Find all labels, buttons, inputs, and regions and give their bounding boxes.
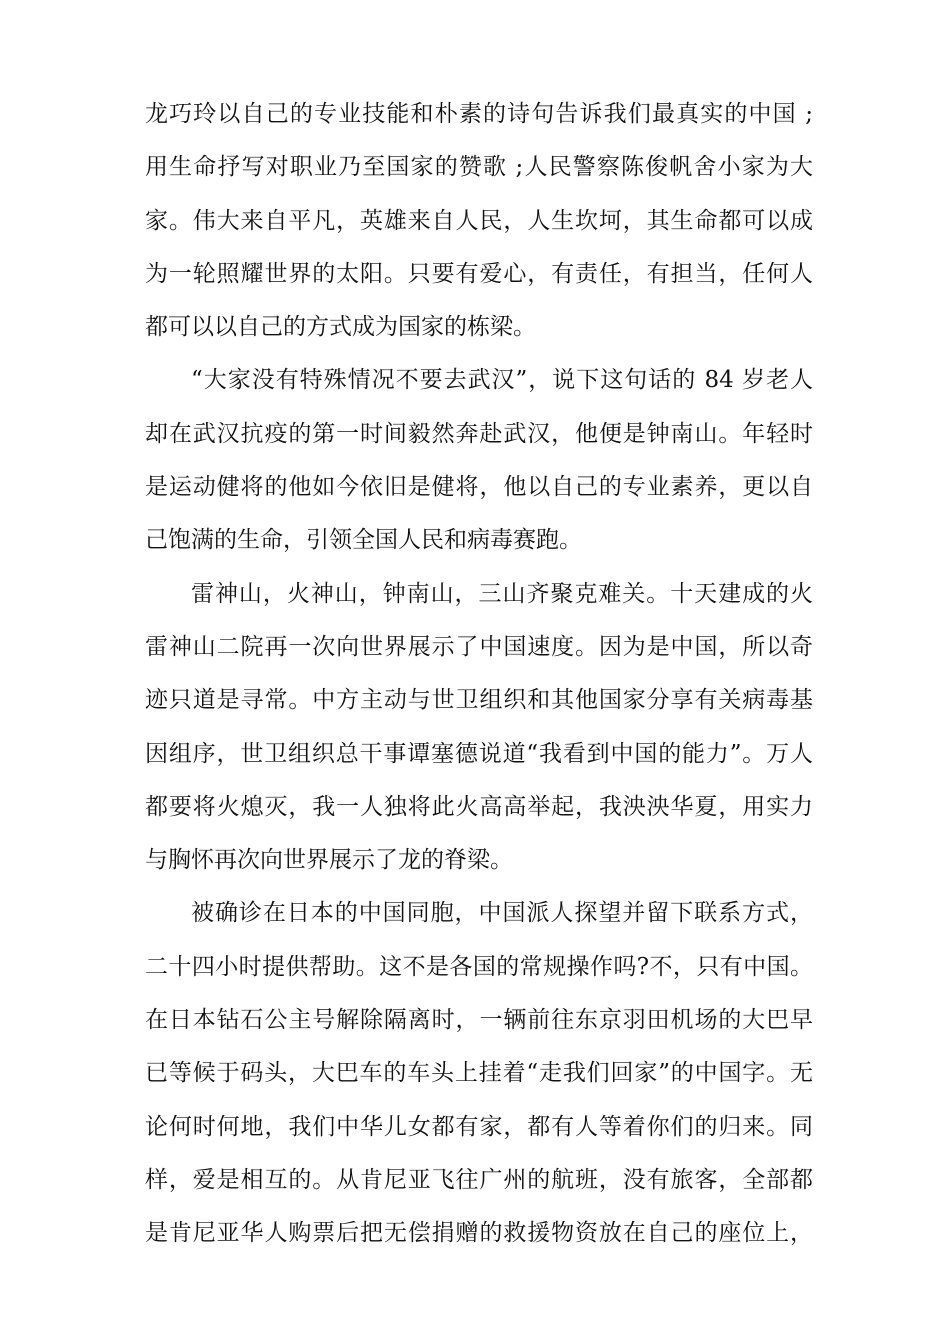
- paragraph-4-line-6: 样，爱是相互的。从肯尼亚飞往广州的航班，没有旅客，全部都: [145, 1166, 813, 1193]
- paragraph-2-line-4: 己饱满的生命，引领全国人民和病毒赛跑。: [145, 527, 582, 554]
- paragraph-2-line-2: 却在武汉抗疫的第一时间毅然奔赴武汉，他便是钟南山。年轻时: [145, 420, 813, 447]
- paragraph-1-line-5: 都可以以自己的方式成为国家的栋梁。: [145, 314, 536, 341]
- paragraph-4-line-5: 论何时何地，我们中华儿女都有家，都有人等着你们的归来。同: [145, 1113, 813, 1140]
- paragraph-3-line-1: 雷神山，火神山，钟南山，三山齐聚克难关。十天建成的火: [191, 580, 813, 607]
- paragraph-1-line-4: 为一轮照耀世界的太阳。只要有爱心，有责任，有担当，任何人: [145, 260, 813, 287]
- paragraph-1-line-2: 用生命抒写对职业乃至国家的赞歌 ;人民警察陈俊帆舍小家为大: [145, 154, 813, 181]
- paragraph-1-line-1: 龙巧玲以自己的专业技能和朴素的诗句告诉我们最真实的中国 ;: [145, 101, 813, 127]
- paragraph-3-line-5: 都要将火熄灭，我一人独将此火高高举起，我泱泱华夏，用实力: [145, 793, 813, 820]
- paragraph-3-line-3: 迹只道是寻常。中方主动与世卫组织和其他国家分享有关病毒基: [145, 687, 813, 714]
- paragraph-4-line-7: 是肯尼亚华人购票后把无偿捐赠的救援物资放在自己的座位上，: [145, 1220, 813, 1247]
- paragraph-2-line-3: 是运动健将的他如今依旧是健将，他以自己的专业素养，更以自: [145, 474, 813, 501]
- document-body: [145, 88, 813, 1261]
- paragraph-2-line-1: “大家没有特殊情况不要去武汉”，说下这句话的 84 岁老人: [191, 367, 813, 394]
- paragraph-4-line-3: 在日本钻石公主号解除隔离时，一辆前往东京羽田机场的大巴早: [145, 1007, 813, 1034]
- paragraph-3-line-6: 与胸怀再次向世界展示了龙的脊梁。: [145, 847, 513, 874]
- paragraph-1-line-3: 家。伟大来自平凡，英雄来自人民，人生坎坷，其生命都可以成: [145, 207, 813, 234]
- paragraph-3-line-2: 雷神山二院再一次向世界展示了中国速度。因为是中国，所以奇: [145, 633, 813, 660]
- paragraph-3-line-4: 因组序，世卫组织总干事谭塞德说道“我看到中国的能力”。万人: [145, 740, 813, 767]
- paragraph-4-line-2: 二十四小时提供帮助。这不是各国的常规操作吗?不，只有中国。: [145, 953, 813, 980]
- paragraph-4-line-4: 已等候于码头，大巴车的车头上挂着“走我们回家”的中国字。无: [145, 1060, 813, 1087]
- paragraph-4-line-1: 被确诊在日本的中国同胞，中国派人探望并留下联系方式，: [191, 900, 813, 927]
